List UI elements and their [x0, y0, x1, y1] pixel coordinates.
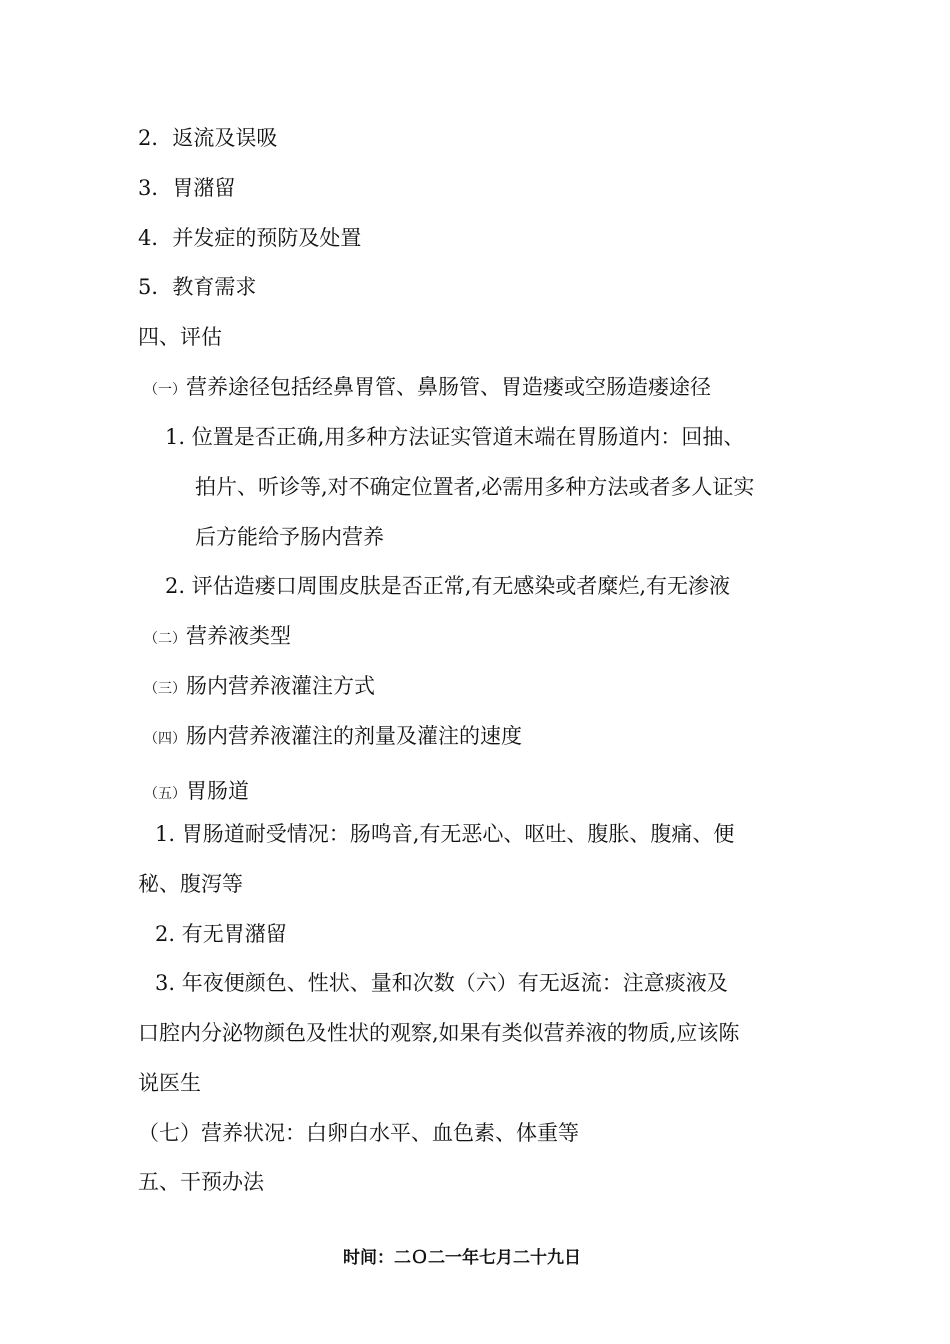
text-line: 3. 年夜便颜色、性状、量和次数（六）有无返流：注意痰液及	[155, 971, 728, 995]
text-line	[144, 776, 249, 809]
text-line	[144, 721, 522, 754]
text-content: 营养液类型	[186, 624, 291, 648]
section-heading: 五、干预办法	[138, 1170, 264, 1194]
text-line: 2. 评估造瘘口周围皮肤是否正常,有无感染或者糜烂,有无渗液	[165, 574, 731, 598]
text-line: （七）营养状况：白卵白水平、血色素、体重等	[138, 1121, 579, 1145]
text-line: 后方能给予肠内营养	[195, 525, 384, 549]
list-marker: （四）	[144, 731, 186, 747]
text-line: 4．并发症的预防及处置	[138, 226, 362, 250]
list-marker: （三）	[144, 681, 186, 697]
text-line: 3．胃潴留	[138, 176, 236, 200]
list-marker: （二）	[144, 631, 186, 647]
text-line	[144, 621, 291, 654]
list-marker: （一）	[144, 382, 186, 398]
text-line: 1. 胃肠道耐受情况：肠鸣音,有无恶心、呕吐、腹胀、腹痛、便	[155, 822, 735, 846]
text-line: 说医生	[138, 1071, 201, 1095]
text-line	[144, 671, 375, 704]
text-content: 肠内营养液灌注方式	[186, 674, 375, 698]
text-line: 2．返流及误吸	[138, 126, 278, 150]
text-content: 营养途径包括经鼻胃管、鼻肠管、胃造瘘或空肠造瘘途径	[186, 375, 711, 399]
text-line: 1. 位置是否正确,用多种方法证实管道末端在胃肠道内：回抽、	[165, 425, 745, 449]
text-content: 肠内营养液灌注的剂量及灌注的速度	[186, 724, 522, 748]
text-content: 胃肠道	[186, 779, 249, 803]
footer-date: 时间：二Ｏ二一年七月二十九日	[343, 1248, 581, 1268]
text-line: 5．教育需求	[138, 275, 257, 299]
text-line: 口腔内分泌物颜色及性状的观察,如果有类似营养液的物质,应该陈	[138, 1021, 740, 1045]
text-line: 秘、腹泻等	[138, 872, 243, 896]
text-line: 2. 有无胃潴留	[155, 922, 287, 946]
list-marker: （五）	[144, 786, 186, 802]
section-heading: 四、评估	[138, 325, 222, 349]
text-line	[144, 372, 711, 405]
text-line: 拍片、听诊等,对不确定位置者,必需用多种方法或者多人证实	[195, 475, 755, 499]
